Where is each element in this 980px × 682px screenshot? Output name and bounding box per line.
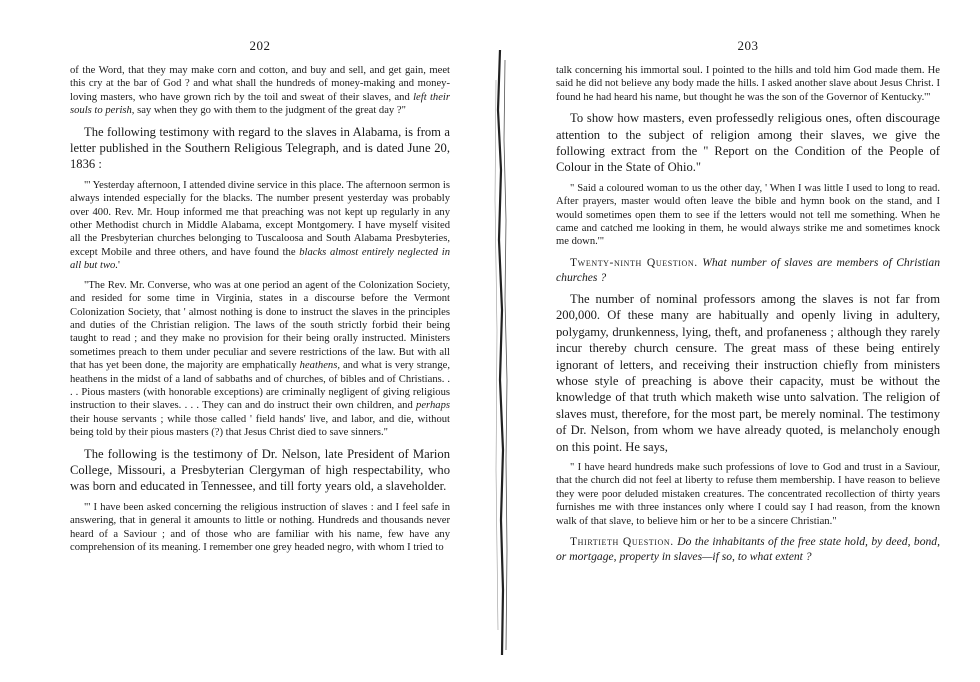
- emphasis-text: perhaps: [416, 400, 450, 412]
- question-heading: Twenty-ninth Question.: [570, 255, 698, 269]
- text-run: "' I have been asked concerning the religious instruction of slaves : and I feel safe in answering, that in general it amounts to little or nothing. Hundreds and thousands never heard of a Saviour ; and of those who are familiar with his name, few have any comprehension of its meaning. I remember one grey headed negro, with whom I tried to: [70, 501, 450, 553]
- paragraph: [70, 179, 450, 273]
- text-run: "' Yesterday afternoon, I attended divine service in this place. The afternoon sermon is always intended especially for the blacks. The number present yesterday was probably over 400. Rev. Mr. Houp informed me that preaching was not kept up regularly in any other Methodist church in Middle Alabama, except Montgomery. I have myself visited all the Presbyterian churches belonging to Tuscaloosa and South Alabama Presbyteries, except Mobile and three others, and have found the: [70, 179, 450, 258]
- emphasis-text: left their souls to perish,: [70, 91, 450, 117]
- text-run: The number of nominal professors among the slaves is not far from 200,000. Of these many are habitually and openly living in adultery, polygamy, drunkenness, lying, theft, and profaneness ; although they rarely incur thereby church censure. The great mass of these being entirely ignorant of letters, and receiving their instruction chiefly from ministers whose style of preaching is above their capacity, must be without the knowledge of that truth which maketh wise unto salvation. The religion of slaves must, therefore, for the most part, be merely nominal. The testimony of Dr. Nelson, from whom we have already quoted, is melancholy enough on this point. He says,: [556, 291, 940, 454]
- text-run: " Said a coloured woman to us the other day, ' When I was little I used to long to read. After prayers, master would often leave the bible and hymn book on the stand, and I would sometimes open them to see if the letters would not tell me something. When he came and catched me looking in them, he would always strike me and sometimes knock me down.'": [556, 182, 940, 248]
- emphasis-text: Do the inhabitants of the free state hold, by deed, bond, or mortgage, property in slaves—if so, to what extent ?: [556, 534, 940, 563]
- text-run: The following testimony with regard to the slaves in Alabama, is from a letter published in the Southern Religious Telegraph, and is dated June 20, 1836 :: [70, 124, 450, 172]
- paragraph: [556, 291, 940, 455]
- text-run: and what is very strange, heathens in the midst of a land of sabbaths and of churches, of bibles and of Christians. . . . Pious masters (with honorable exceptions) are criminally negligent of giving religious instruction to their slaves. . . . They can and do instruct their own children, and: [70, 360, 450, 412]
- paragraph: [70, 446, 450, 495]
- text-run: " I have heard hundreds make such professions of love to God and trust in a Saviour, that the church did not feel at liberty to refuse them membership. I have reason to believe they were poor deluded mistaken creatures. The concentrated recollection of thirty years furnishes me with three instances only where I could say I had reason, from the known walk of that slave, to believe him or her to be a sincere Christian.": [556, 461, 940, 527]
- paragraph: [70, 501, 450, 555]
- text-run: "The Rev. Mr. Converse, who was at one period an agent of the Colonization Society, and resided for some time in Virginia, states in a discourse before the Vermont Colonization Society, that ' almost nothing is done to instruct the slaves in the principles and duties of the Christian religion. The laws of the south strictly forbid their being taught to read ; and they make no provision for their being orally instructed. Ministers sometimes preach to them under peculiar and severe restrictions of the law. But with all that has yet been done, the majority are emphatically: [70, 279, 450, 372]
- text-run: The following is the testimony of Dr. Nelson, late President of Marion College, Missouri, a Presbyterian Clergyman of high respectability, who was born and educated in Tennessee, and till forty years old, a slaveholder.: [70, 446, 450, 494]
- paragraph: [70, 64, 450, 118]
- emphasis-text: blacks almost entirely neglected in all but two.: [70, 246, 450, 272]
- paragraph: [556, 534, 940, 564]
- paragraph: [556, 255, 940, 285]
- paragraph: [70, 124, 450, 173]
- page-number: 202: [249, 38, 271, 53]
- paragraph: [556, 461, 940, 528]
- text-run: their house servants ; while those called ' field hands' live, and labor, and die, without being told by their pious masters (?) that Jesus Christ died to save sinners.": [70, 413, 450, 439]
- text-run: ': [117, 260, 120, 272]
- text-run: talk concerning his immortal soul. I pointed to the hills and told him God made them. He said he did not believe any body made the hills. I asked another slave about Jesus Christ. I found he had heard his name, but thought he was the son of the Governor of Kentucky.'": [556, 65, 940, 103]
- paragraph: [556, 182, 940, 249]
- text-run: say when they go with them to the judgment of the great day ?": [134, 105, 406, 117]
- right-page-text: [556, 64, 940, 570]
- book-gutter: [490, 50, 520, 655]
- text-run: To show how masters, even professedly religious ones, often discourage attention to the subject of religion among their slaves, we give the following extract from the " Report on the Condition of the People of Colour in the State of Ohio.": [556, 111, 940, 175]
- left-page-text: [70, 64, 450, 560]
- page-number: 203: [737, 38, 759, 53]
- text-run: of the Word, that they may make corn and cotton, and buy and sell, and get gain, meet this cry at the bar of God ? and what shall the hundreds of money-making and money-loving masters, who have grown rich by the toil and sweat of their slaves, and: [70, 65, 450, 103]
- emphasis-text: What number of slaves are members of Christian churches ?: [556, 255, 940, 284]
- paragraph: [556, 64, 940, 104]
- paragraph: [70, 279, 450, 440]
- question-heading: Thirtieth Question.: [570, 534, 674, 548]
- emphasis-text: heathens,: [299, 360, 340, 372]
- paragraph: [556, 110, 940, 176]
